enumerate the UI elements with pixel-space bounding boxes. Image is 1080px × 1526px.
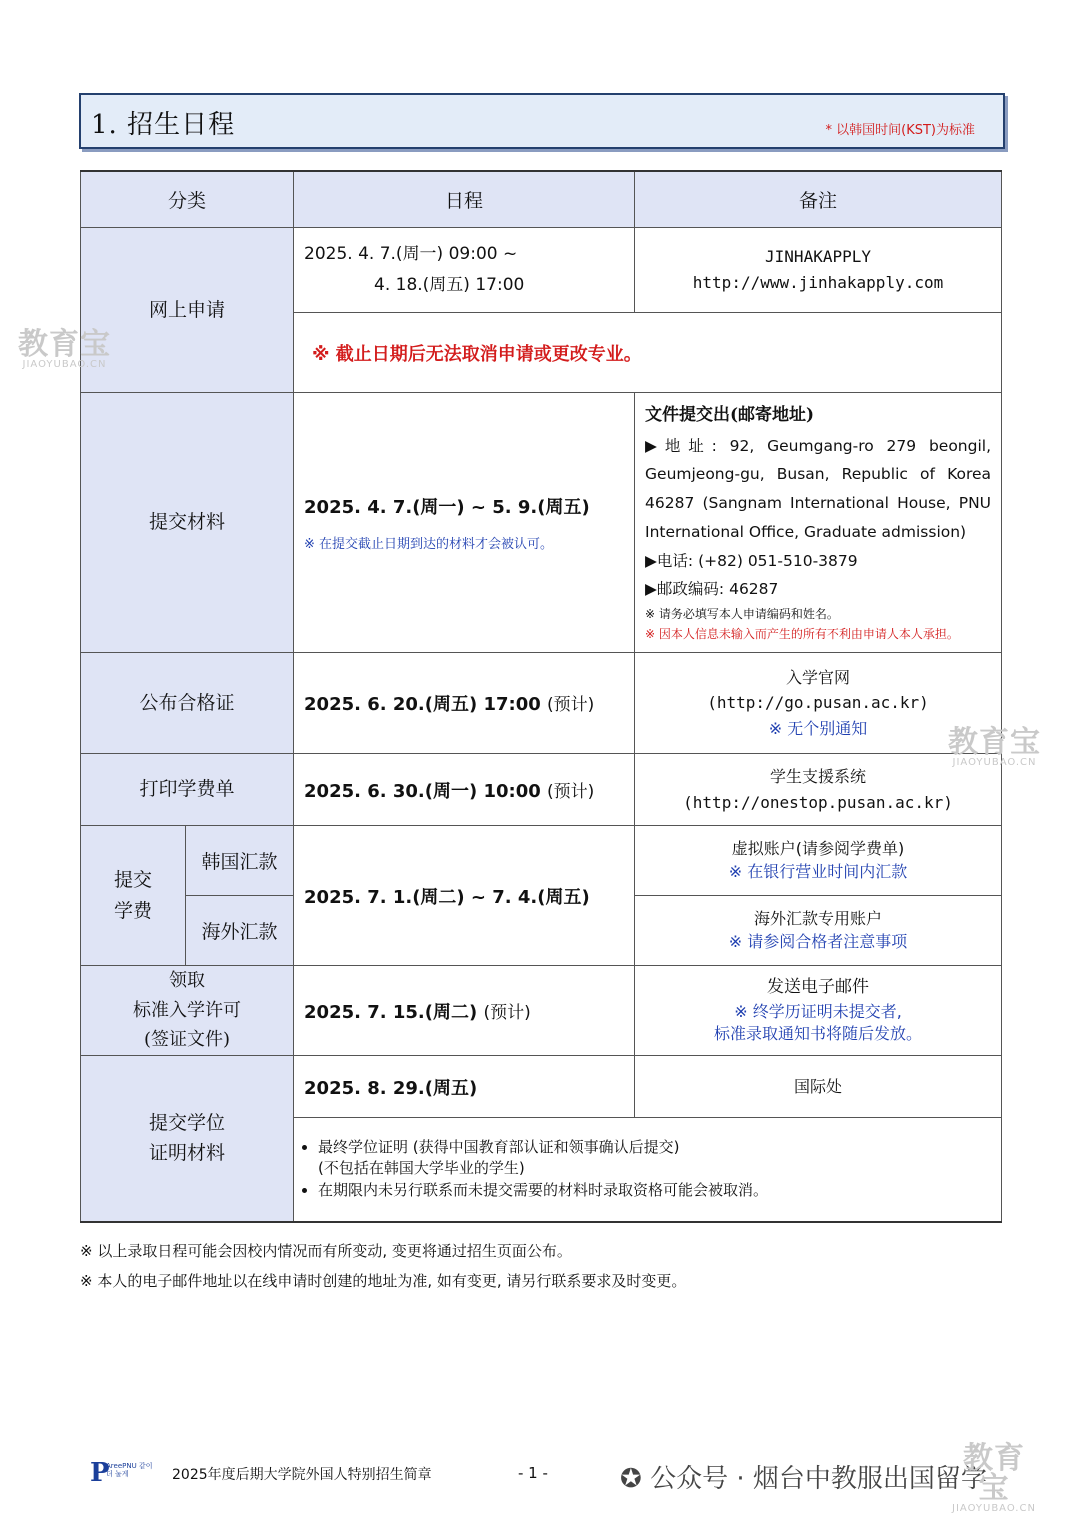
category-admission-line2: 标准入学许可 [133,999,241,1021]
page-number: - 1 - [518,1464,548,1482]
note-tuition-overseas-line2: ※ 请参阅合格者注意事项 [728,931,908,951]
header-remarks: 备注 [635,171,1002,228]
category-degree [81,1056,294,1222]
date-result-value: 2025. 6. 20.(周五) 17:00 [304,694,541,715]
category-tuition [81,826,186,966]
date-online-line1: 2025. 4. 7.(周一) 09:00 ~ [304,244,518,265]
list-item: • 在期限内未另行联系而未提交需要的材料时录取资格可能会被取消。 [318,1180,991,1202]
timezone-note: * 以韩国时间(KST)为标准 [825,123,975,138]
admission-site-link[interactable]: (http://go.pusan.ac.kr) [707,693,929,713]
date-degree: 2025. 8. 29.(周五) [294,1056,635,1118]
phone-number: ▶电话: (+82) 051-510-3879 [645,551,858,570]
footnotes [80,1236,686,1296]
table-row [81,228,1002,313]
estimate-label: (预计) [547,781,595,802]
footer-title: 2025年度后期大学院外国人特别招生简章 [172,1467,432,1483]
category-admission-line1: 领取 [169,970,205,991]
table-row [81,966,1002,1056]
table-row [81,754,1002,826]
table-row [81,1056,1002,1118]
address-tip-2: ※ 因本人信息未输入而产生的所有不利由申请人本人承担。 [645,627,959,642]
note-admission-line2: ※ 终学历证明未提交者, [734,1002,902,1022]
watermark-text: 教育宝 [962,1441,1025,1506]
date-admission-value: 2025. 7. 15.(周二) [304,1001,478,1023]
note-result-line1: 入学官网 [786,667,851,687]
category-materials: 提交材料 [81,393,294,653]
date-online-line2: 4. 18.(周五) 17:00 [374,275,525,295]
date-online [294,228,635,313]
category-bill: 打印学费单 [81,754,294,826]
page-footer [90,1441,1036,1514]
watermark-sub: JIAOYUBAO.CN [952,1503,1036,1514]
address-heading: 文件提交出(邮寄地址) [645,405,815,426]
date-result [294,653,635,754]
watermark-footer [952,1441,1036,1514]
table-row [81,826,1002,896]
watermark-left [18,327,111,370]
admission-schedule-table [80,170,1002,1223]
watermark-text: 教育宝 [18,327,111,362]
watermark-sub: JIAOYUBAO.CN [22,359,107,370]
table-row [81,393,1002,653]
online-warning: ※ 截止日期后无法取消申请或更改专业。 [294,313,1002,393]
note-bill-line1: 学生支援系统 [770,766,867,786]
sub-overseas-remit: 海外汇款 [186,896,294,966]
address-text: ▶地址: 92, Geumgang-ro 279 beongil, Geumjeong-gu, Busan, Republic of Korea 46287 (Sangnam International House, PNU International Office, Graduate admission) [645,436,992,541]
sub-korea-remit: 韩国汇款 [186,826,294,896]
section-title: 1. 招生日程 [91,110,236,140]
category-degree-line2: 证明材料 [149,1142,226,1165]
watermark-text: 教育宝 [948,725,1041,760]
jinhakapply-link[interactable]: http://www.jinhakapply.com [692,273,944,292]
watermark-sub: JIAOYUBAO.CN [952,757,1037,768]
degree-bullet-1: • 最终学位证明 (获得中国教育部认证和领事确认后提交) [318,1137,680,1156]
footnote-1: ※ 以上录取日程可能会因校内情况而有所变动, 变更将通过招生页面公布。 [80,1242,572,1260]
section-title-box [79,93,1005,149]
category-tuition-line1: 提交 [113,869,152,892]
table-header-row [81,171,1002,228]
category-tuition-line2: 学费 [113,899,152,922]
address-tip-1: ※ 请务必填写本人申请编码和姓名。 [645,606,839,621]
degree-bullet-list [304,1137,991,1202]
wechat-account-name: 公众号 · 烟台中教服出国留学 [650,1464,987,1494]
category-online: 网上申请 [81,228,294,393]
date-bill [294,754,635,826]
category-admission-line3: (签证文件) [143,1029,231,1051]
date-materials [294,393,635,653]
note-admission-line1: 发送电子邮件 [767,977,870,998]
category-result: 公布合格证 [81,653,294,754]
header-category: 分类 [81,171,294,228]
category-admission [81,966,294,1056]
note-tuition-korea-line2: ※ 在银行营业时间内汇款 [728,861,908,881]
degree-bullet-1-sub: (不包括在韩国大学毕业的学生) [318,1159,525,1178]
date-tuition: 2025. 7. 1.(周二) ~ 7. 4.(周五) [294,826,635,966]
postal-code: ▶邮政编码: 46287 [645,580,779,599]
pnu-logo-text: AreePNU 같이더 눌게 [106,1462,153,1479]
list-item [318,1137,991,1181]
watermark-right [948,725,1041,768]
wechat-icon: ✪ [620,1464,642,1494]
date-admission [294,966,635,1056]
note-result-line3: ※ 无个别通知 [768,718,868,738]
header-schedule: 日程 [294,171,635,228]
note-tuition-korea-line1: 虚拟账户(请参阅学费单) [731,839,905,859]
date-bill-value: 2025. 6. 30.(周一) 10:00 [304,780,541,802]
date-materials-value: 2025. 4. 7.(周一) ~ 5. 9.(周五) [304,497,590,518]
degree-requirements [294,1118,1002,1222]
note-tuition-overseas-line1: 海外汇款专用账户 [754,909,883,929]
mailing-address [635,393,1002,653]
note-admission [635,966,1002,1056]
note-bill [635,754,1002,826]
table-row [81,653,1002,754]
note-online [635,228,1002,313]
category-degree-line1: 提交学位 [149,1111,226,1134]
wechat-account [620,1458,987,1495]
note-tuition-korea [635,826,1002,896]
pnu-logo-icon: P [90,1458,110,1488]
note-tuition-overseas [635,896,1002,966]
jinhakapply-label: JINHAKAPPLY [765,247,871,267]
estimate-label: (预计) [547,695,595,715]
note-result [635,653,1002,754]
estimate-label: (预计) [483,1002,531,1023]
onestop-link[interactable]: (http://onestop.pusan.ac.kr) [683,792,953,812]
note-degree: 国际处 [635,1056,1002,1118]
footnote-2: ※ 本人的电子邮件地址以在线申请时创建的地址为准, 如有变更, 请另行联系要求及时变更。 [80,1272,687,1290]
note-admission-line3: 标准录取通知书将随后发放。 [714,1024,923,1043]
date-materials-note: ※ 在提交截止日期到达的材料才会被认可。 [304,537,554,552]
